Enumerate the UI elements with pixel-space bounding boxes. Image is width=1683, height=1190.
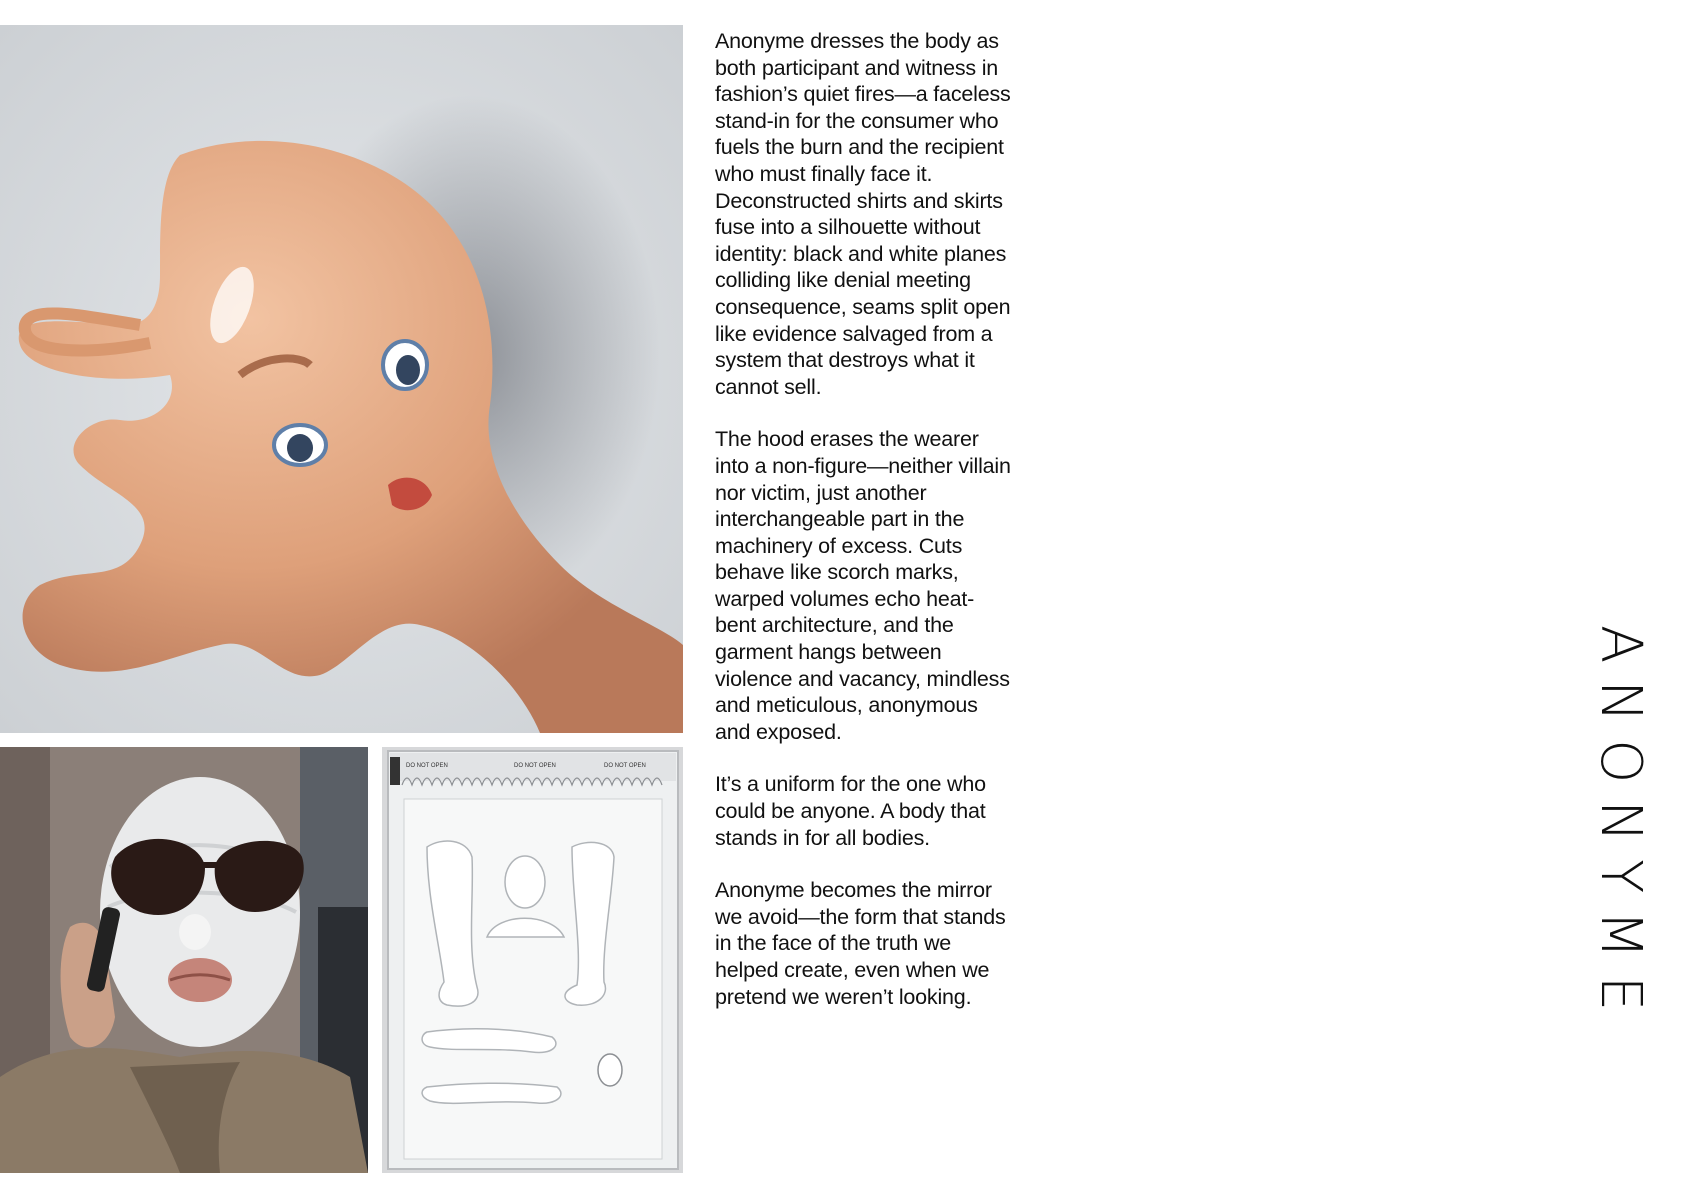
body-paragraph-4: Anonyme becomes the mirror we avoid—the form that stands in the face of the truth we helped create, even when we pretend we weren’t looking. (715, 878, 1006, 1009)
kit-label-center: DO NOT OPEN (514, 763, 556, 769)
body-paragraph-1: Anonyme dresses the body as both participant and witness in fashion’s quiet fires—a faceless stand-in for the consumer who fuels the burn and the recipient who must finally face it. Deconstructed shirts and skirts fuse into a silhouette without identity: black and white planes colliding like denial meeting consequence, seams split open like evidence salvaged from a system that destroys what it cannot sell. (715, 29, 1011, 399)
body-paragraph-2: The hood erases the wearer into a non-figure—neither villain nor victim, just another interchangeable part in the machinery of excess. Cuts behave like scorch marks, warped volumes echo heat-bent architecture, and the garment hangs between violence and vacancy, mindless and meticulous, anonymous and exposed. (715, 427, 1011, 744)
melted-doll-photo (0, 25, 683, 733)
bandaged-woman-photo (0, 747, 368, 1173)
body-text-column (715, 28, 1015, 1036)
doll-parts-kit-photo (382, 747, 683, 1173)
kit-label-right: DO NOT OPEN (604, 763, 646, 769)
body-paragraph-3: It’s a uniform for the one who could be anyone. A body that stands in for all bodies. (715, 772, 986, 850)
brand-wordmark-vertical: ANONYME (1588, 625, 1653, 1029)
kit-label-left: DO NOT OPEN (406, 763, 448, 769)
